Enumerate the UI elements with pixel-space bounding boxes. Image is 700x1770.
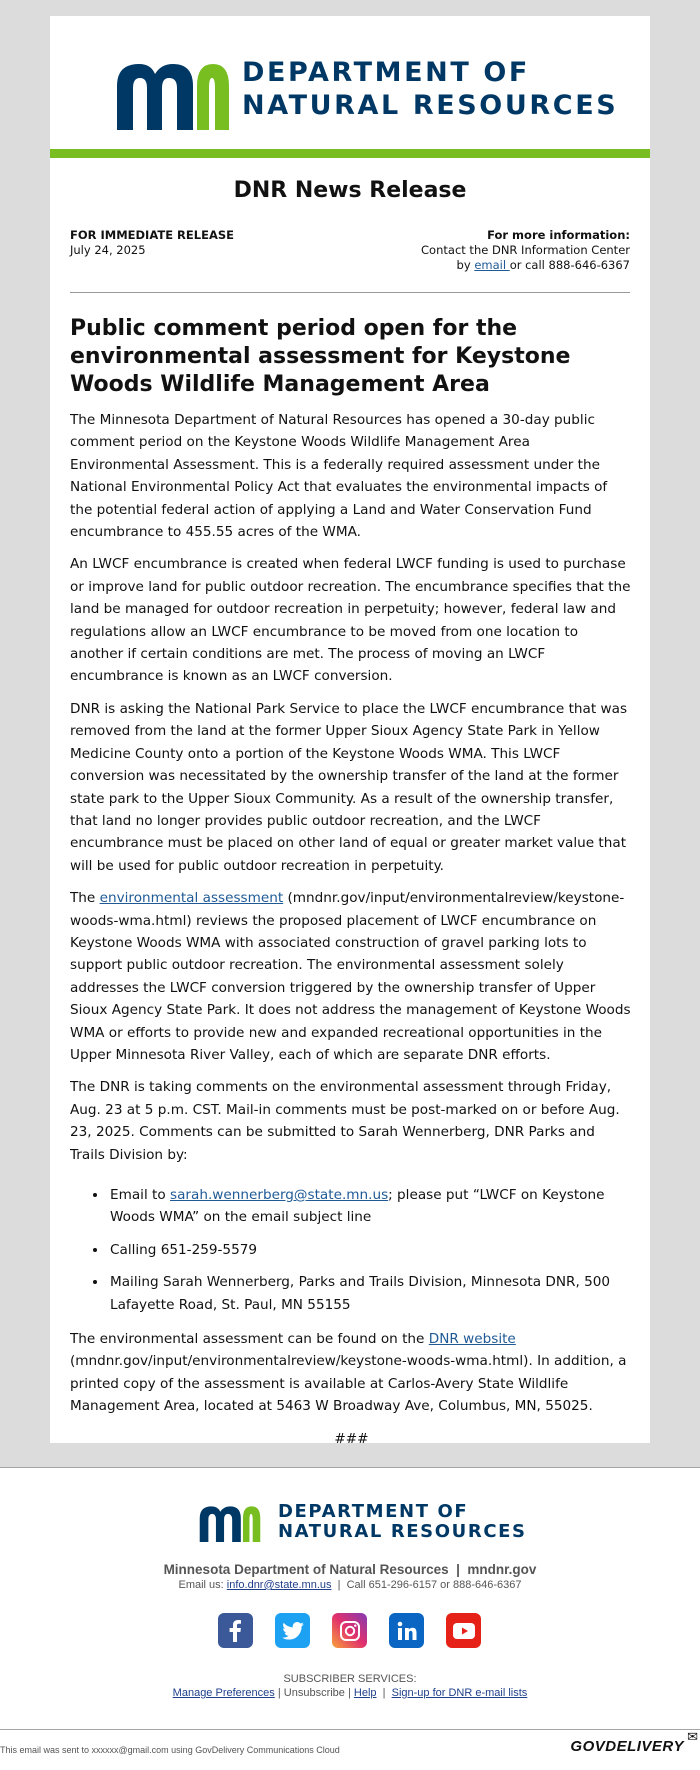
footer-dnr-logo — [192, 1501, 527, 1542]
release-date: July 24, 2025 — [70, 243, 146, 257]
youtube-icon[interactable] — [446, 1613, 481, 1648]
sarah-email-link[interactable]: sarah.wennerberg@state.mn.us — [170, 1187, 389, 1203]
p4-post: (mndnr.gov/input/environmentalreview/keystone-woods-wma.html) reviews the proposed placement of LWCF encumbrance on Keystone Woods WMA with associated construction of gravel parking lots to support public outdoor recreation. The environmental assessment solely addresses the LWCF conversion triggered by the ownership transfer of Upper Sioux Agency State Park. It does not address the management of Keystone Woods WMA or efforts to provide new and expanded recreational opportunities in the Upper Minnesota River Valley, each of which are separate DNR efforts. — [70, 890, 631, 1063]
logo-text — [242, 56, 618, 122]
sent-note: This email was sent to xxxxxx@gmail.com using GovDelivery Communications Cloud — [0, 1745, 340, 1755]
contact-phone: or call 888-646-6367 — [509, 258, 630, 272]
paragraph-2: An LWCF encumbrance is created when federal LWCF funding is used to purchase or improve land for public outdoor recreation. The encumbrance specifies that the land be managed for outdoor recreation in perpetuity; however, federal law and regulations allow an LWCF encumbrance to be moved from one location to another if certain conditions are met. The process of moving an LWCF encumbrance is known as an LWCF conversion. — [70, 556, 631, 685]
subscriber-links — [0, 1687, 700, 1699]
contact-text: Contact the DNR Information Center — [421, 243, 630, 257]
paragraph-6 — [70, 1328, 633, 1418]
facebook-icon[interactable] — [218, 1613, 253, 1648]
envelope-icon: ✉ — [687, 1730, 698, 1745]
li1-post: ; please put “LWCF on Keystone Woods WMA” on the email subject line — [110, 1187, 605, 1226]
p4-pre: The — [70, 890, 100, 907]
logo-line-1: DEPARTMENT OF — [242, 57, 530, 88]
unsubscribe-text[interactable]: | Unsubscribe | — [274, 1687, 354, 1699]
dnr-website-link[interactable]: DNR website — [428, 1331, 516, 1348]
footer-divider — [0, 1729, 700, 1730]
list-item: • Mailing Sarah Wennerberg, Parks and Trails Division, Minnesota DNR, 500 Lafayette Road, St. Paul, MN 55155 — [108, 1271, 633, 1316]
contact-email-link[interactable]: email — [474, 258, 510, 272]
footer-logo-line-1: DEPARTMENT OF — [278, 1501, 469, 1522]
footer-org-name: Minnesota Department of Natural Resources | mndnr.gov — [163, 1562, 537, 1577]
green-divider — [50, 149, 650, 158]
contact-label: For more information: — [487, 228, 630, 242]
list-item — [108, 1184, 633, 1229]
manage-preferences-link[interactable]: Manage Preferences — [172, 1687, 275, 1699]
footer-contact — [0, 1579, 700, 1591]
p6-pre: The environmental assessment can be found on the — [70, 1331, 429, 1348]
release-label: FOR IMMEDIATE RELEASE — [70, 228, 234, 242]
footer-mn-logo-mark — [192, 1502, 268, 1542]
comment-methods-list — [70, 1184, 633, 1316]
footer-logo-text — [278, 1502, 527, 1542]
release-info — [70, 228, 234, 258]
linkedin-icon[interactable] — [389, 1613, 424, 1648]
news-release-card — [50, 16, 650, 1447]
separator: | — [376, 1687, 392, 1699]
footer-email-label: Email us: — [178, 1579, 227, 1591]
contact-info — [421, 228, 630, 273]
footer-logo-line-2: NATURAL RESOURCES — [278, 1521, 527, 1542]
p6-post: (mndnr.gov/input/environmentalreview/keystone-woods-wma.html). In addition, a printed copy of the assessment is available at Carlos-Avery State Wildlife Management Area, located at 5463 W Broadway Ave, Columbus, MN, 55025. — [70, 1353, 627, 1415]
subscriber-services-label: SUBSCRIBER SERVICES: — [283, 1673, 417, 1685]
page-title: DNR News Release — [233, 178, 467, 203]
logo-line-2: NATURAL RESOURCES — [242, 90, 619, 121]
dnr-logo — [117, 54, 619, 132]
paragraph-5: The DNR is taking comments on the environmental assessment through Friday, Aug. 23 at 5 p.m. CST. Mail-in comments must be post-marked on or before Aug. 23, 2025. Comments can be submitted to Sarah Wennerberg, DNR Parks and Trails Division by: — [70, 1079, 620, 1163]
environmental-assessment-link[interactable]: environmental assessment — [99, 890, 284, 907]
govdelivery-logo[interactable]: GOVDELIVERY — [570, 1738, 684, 1755]
article-body — [70, 301, 633, 1450]
paragraph-1: The Minnesota Department of Natural Resources has opened a 30-day public comment period on the Keystone Woods Wildlife Management Area Environmental Assessment. This is a federally required assessment under the National Environmental Policy Act that evaluates the environmental impacts of the potential federal action of applying a Land and Water Conservation Fund encumbrance to 455.55 acres of the WMA. — [70, 412, 608, 541]
signup-link[interactable]: Sign-up for DNR e-mail lists — [391, 1687, 528, 1699]
article-headline: Public comment period open for the environmental assessment for Keystone Woods Wildlife Management Area — [70, 316, 571, 397]
social-icons — [218, 1613, 482, 1649]
instagram-icon[interactable] — [332, 1613, 367, 1648]
end-mark: ### — [334, 1430, 369, 1447]
li1-pre: Email to — [110, 1187, 171, 1203]
twitter-icon[interactable] — [275, 1613, 310, 1648]
divider-rule — [70, 292, 630, 293]
footer-email-link[interactable]: info.dnr@state.mn.us — [226, 1579, 332, 1591]
list-item: • Calling 651-259-5579 — [108, 1239, 633, 1261]
footer — [0, 1467, 700, 1770]
paragraph-4 — [70, 887, 633, 1066]
contact-by: by — [456, 258, 475, 272]
contact-line — [421, 258, 630, 273]
mn-logo-mark — [117, 56, 229, 130]
paragraph-3: DNR is asking the National Park Service to place the LWCF encumbrance that was removed from the land at the former Upper Sioux Agency State Park in Yellow Medicine County onto a portion of the Keystone Woods WMA. This LWCF conversion was necessitated by the ownership transfer of the land at the former state park to the Upper Sioux Community. As a result of the ownership transfer, that land no longer provides public outdoor recreation, and the LWCF encumbrance must be placed on other land of equal or greater market value that will be used for public outdoor recreation in perpetuity. — [70, 700, 628, 874]
footer-phones: | Call 651-296-6157 or 888-646-6367 — [331, 1579, 522, 1591]
help-link[interactable]: Help — [353, 1687, 377, 1699]
